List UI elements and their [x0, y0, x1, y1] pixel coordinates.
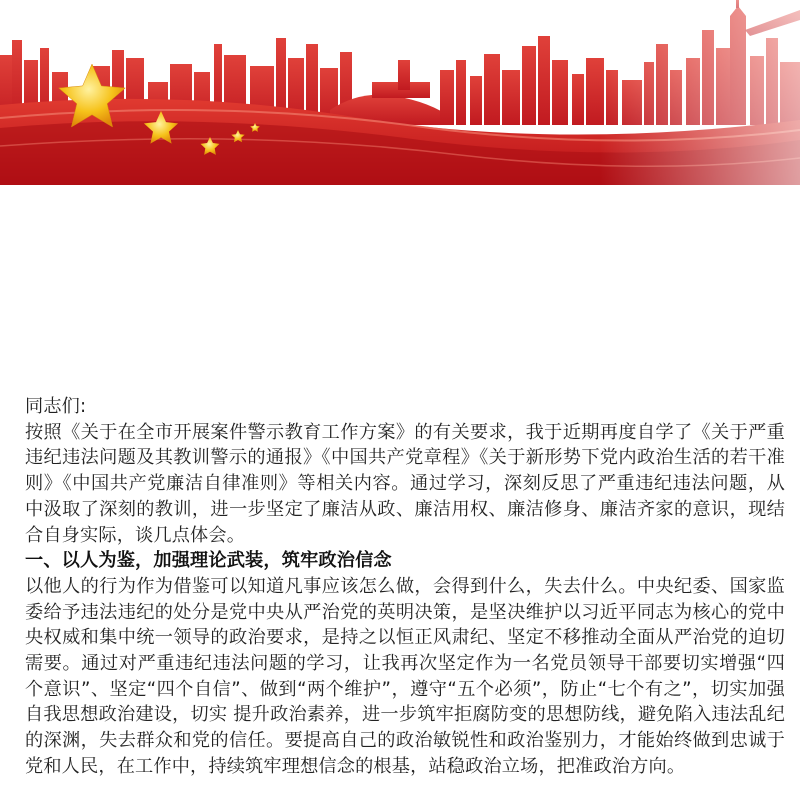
section-paragraph: 以他人的行为作为借鉴可以知道凡事应该怎么做，会得到什么，失去什么。中央纪委、国家监委给予违法违纪的处分是党中央从严治党的英明决策，是坚决维护以习近平同志为核心的党中央权威和集中统一领导的政治要求，是持之以恒正风肃纪、坚定不移推动全面从严治党的迫切需要。通过对严重违纪违法问题的学习，让我再次坚定作为一名党员领导干部要切实增强“四个意识”、坚定“四个自信”、做到“两个维护”，遵守“五个必须”，防止“七个有之”，切实加强自我思想政治建设，切实 提升政治素养，进一步筑牢拒腐防变的思想防线，避免陷入违法乱纪的深渊，失去群众和党的信任。要提高自己的政治敏锐性和政治鉴别力，才能始终做到忠诚于党和人民，在工作中，持续筑牢理想信念的根基，站稳政治立场，把准政治方向。 [25, 575, 785, 777]
section-heading: 一、以人为鉴，加强理论武装，筑牢政治信念 [25, 550, 392, 572]
intro-paragraph: 按照《关于在全市开展案件警示教育工作方案》的有关要求，我于近期再度自学了《关于严重违纪违法问题及其教训警示的通报》《中国共产党章程》《关于新形势下党内政治生活的若干准则》《中国共产党廉洁自律准则》等相关内容。通过学习，深刻反思了严重违纪违法问题，从中汲取了深刻的教训，进一步坚定了廉洁从政、廉洁用权、廉洁修身、廉洁齐家的意识，现结合自身实际，谈几点体会。 [25, 421, 785, 546]
document-body [25, 394, 785, 780]
greeting: 同志们: [25, 396, 87, 417]
header-banner [0, 0, 800, 185]
